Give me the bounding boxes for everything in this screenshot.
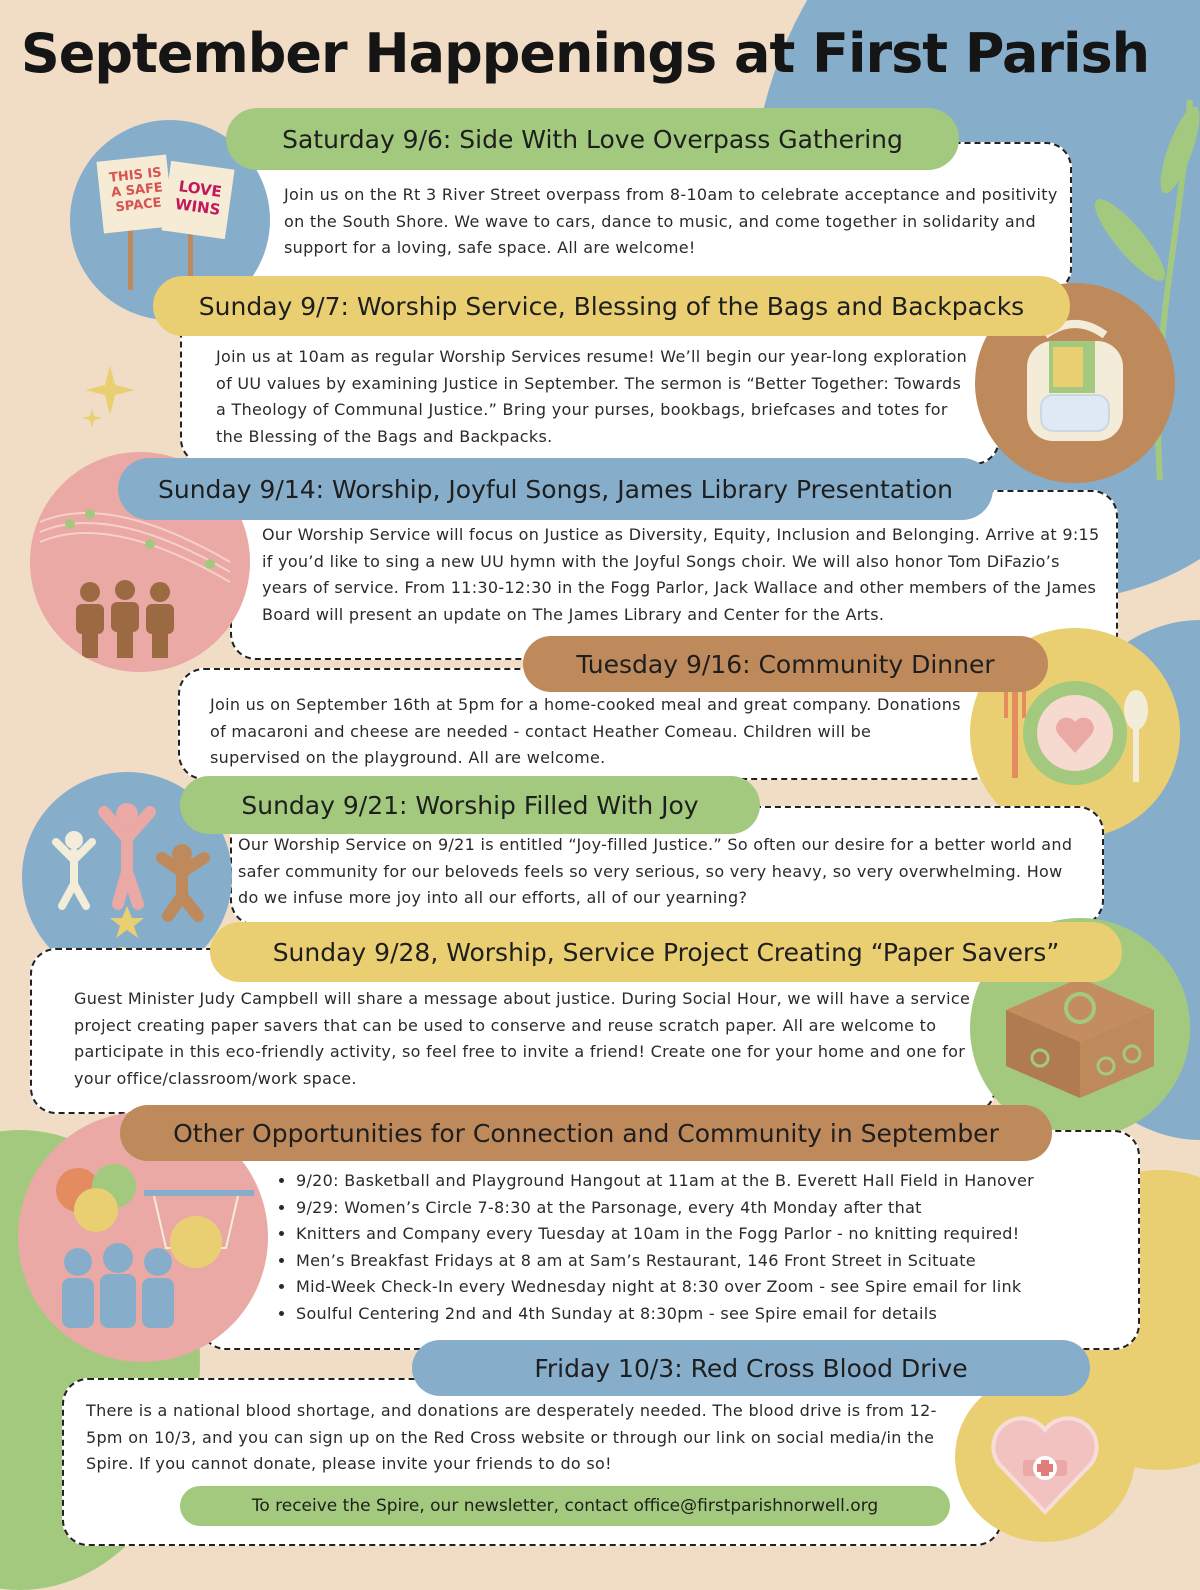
list-item: • Soulful Centering 2nd and 4th Sunday at 8:30pm - see Spire email for details [296, 1301, 1134, 1328]
event-body-community-dinner: Join us on September 16th at 5pm for a home-cooked meal and great company. Donations of macaroni and cheese are needed - contact Heather Comeau. Children will be supervised on the playground. All are welcome. [210, 695, 961, 767]
blood-drive-body: There is a national blood shortage, and donations are desperately needed. The blood drive is from 12-5pm on 10/3, and you can sign up on the Red Cross website or through our link on social media/in the Spire. If you cannot donate, please invite your friends to do so! [86, 1401, 937, 1473]
event-body-blessing-bags: Join us at 10am as regular Worship Services resume! We’ll begin our year-long exploration of UU values by examining Justice in September. The sermon is “Better Together: Towards a Theology of Communal Justice.” Bring your purses, bookbags, briefcases and totes for the Blessing of the Bags and Backpacks. [216, 347, 968, 446]
sign-love-wins: LOVE WINS [173, 177, 223, 219]
blood-drive-heading: Friday 10/3: Red Cross Blood Drive [412, 1340, 1090, 1396]
newsletter-footer: To receive the Spire, our newsletter, contact office@firstparishnorwell.org [180, 1486, 950, 1526]
heart-plus-icon [955, 1372, 1135, 1542]
event-heading-community-dinner: Tuesday 9/16: Community Dinner [523, 636, 1048, 692]
list-item: • Men’s Breakfast Fridays at 8 am at Sam’s Restaurant, 146 Front Street in Scituate [296, 1248, 1134, 1275]
sparkle-icon [80, 360, 150, 430]
event-body-overpass: Join us on the Rt 3 River Street overpass from 8-10am to celebrate acceptance and positivity on the South Shore. We wave to cars, dance to music, and come together in solidarity and support for a loving, safe space. All are welcome! [284, 185, 1058, 257]
blood-heart-image [955, 1372, 1135, 1542]
event-heading-overpass: Saturday 9/6: Side With Love Overpass Gathering [226, 108, 959, 170]
event-heading-blessing-bags: Sunday 9/7: Worship Service, Blessing of the Bags and Backpacks [153, 276, 1070, 336]
page-title: September Happenings at First Parish [20, 22, 1150, 85]
other-opportunities-heading: Other Opportunities for Connection and Community in September [120, 1105, 1052, 1161]
list-item: • Mid-Week Check-In every Wednesday night at 8:30 over Zoom - see Spire email for link [296, 1274, 1134, 1301]
event-heading-paper-savers: Sunday 9/28, Worship, Service Project Creating “Paper Savers” [210, 922, 1122, 982]
event-body-joy: Our Worship Service on 9/21 is entitled “Joy-filled Justice.” So often our desire for a better world and safer community for our beloveds feels so very serious, so very heavy, so very overwhelming. How do we infuse more joy into all our efforts, all of our yearning? [238, 835, 1073, 907]
list-item: • 9/20: Basketball and Playground Hangout at 11am at the B. Everett Hall Field in Hanover [296, 1168, 1134, 1195]
list-item: • 9/29: Women’s Circle 7-8:30 at the Parsonage, every 4th Monday after that [296, 1195, 1134, 1222]
event-body-paper-savers: Guest Minister Judy Campbell will share a message about justice. During Social Hour, we will have a service project creating paper savers that can be used to conserve and reuse scratch paper. All are welcome to participate in this eco-friendly activity, so feel free to invite a friend! Create one for your home and one for your office/classroom/work space. [74, 989, 971, 1088]
sign-safe-space: THIS IS A SAFE SPACE [108, 165, 164, 216]
event-body-joyful-songs: Our Worship Service will focus on Justice as Diversity, Equity, Inclusion and Belonging. Arrive at 9:15 if you’d like to sing a new UU hymn with the Joyful Songs choir. We will also honor Tom DiFazio’s years of service. From 11:30-12:30 in the Fogg Parlor, Jack Wallace and other members of the James Board will present an update on The James Library and Center for the Arts. [262, 525, 1100, 624]
event-heading-joyful-songs: Sunday 9/14: Worship, Joyful Songs, James Library Presentation [118, 458, 993, 520]
list-item: • Knitters and Company every Tuesday at 10am in the Fogg Parlor - no knitting required! [296, 1221, 1134, 1248]
other-opportunities-list [274, 1168, 1134, 1327]
event-heading-joy: Sunday 9/21: Worship Filled With Joy [180, 776, 760, 834]
